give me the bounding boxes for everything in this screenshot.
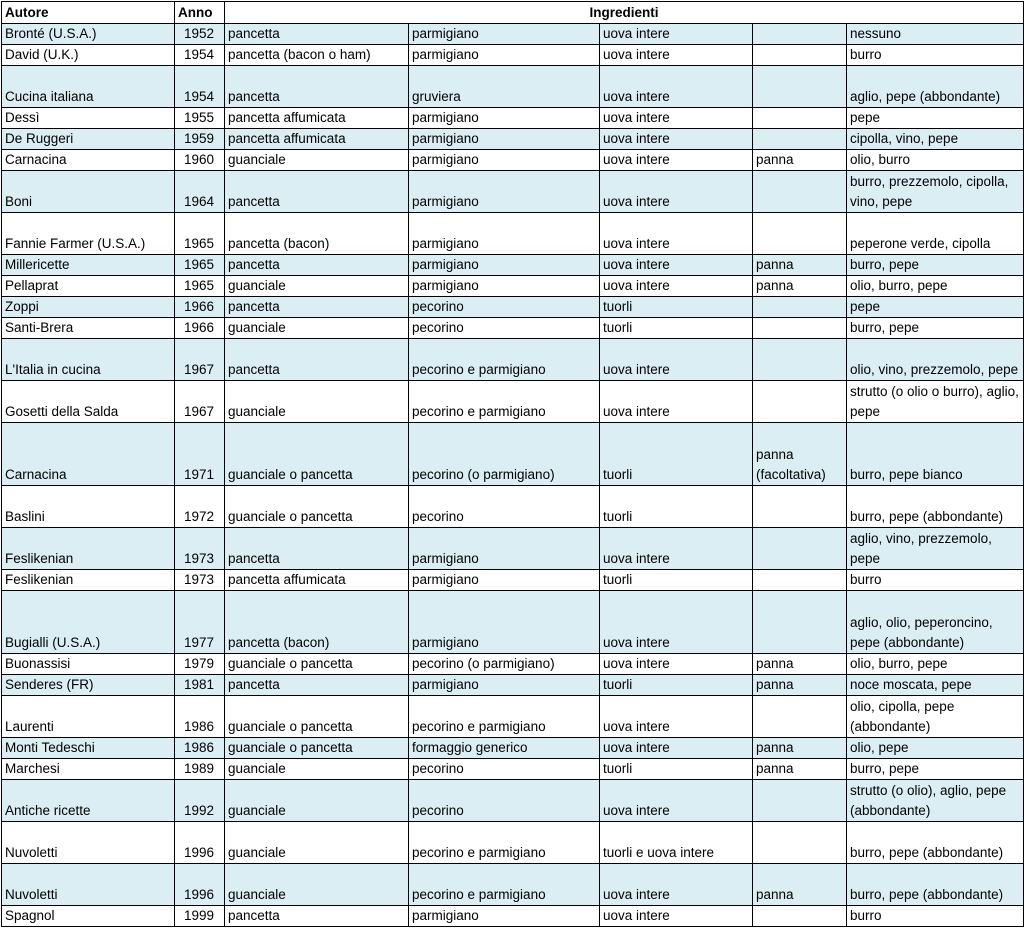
cell-altro: olio, cipolla, pepe (abbondante) [847,696,1024,738]
cell-anno: 1999 [175,906,225,927]
cell-carne: pancetta (bacon) [225,213,409,255]
cell-uova: uova intere [600,213,753,255]
table-row [2,171,1024,213]
cell-anno: 1954 [175,45,225,66]
table-row [2,780,1024,822]
cell-altro: noce moscata, pepe [847,675,1024,696]
cell-autore: Monti Tedeschi [2,738,175,759]
cell-carne: guanciale [225,150,409,171]
cell-panna [753,822,847,864]
cell-anno: 1955 [175,108,225,129]
cell-panna [753,66,847,108]
cell-carne: pancetta affumicata [225,570,409,591]
cell-formaggio: pecorino (o parmigiano) [409,654,600,675]
cell-anno: 1952 [175,24,225,45]
cell-anno: 1966 [175,318,225,339]
cell-uova: uova intere [600,906,753,927]
cell-carne: pancetta [225,339,409,381]
cell-autore: Baslini [2,486,175,528]
cell-panna: panna [753,759,847,780]
cell-uova: uova intere [600,528,753,570]
cell-formaggio: parmigiano [409,255,600,276]
cell-autore: Antiche ricette [2,780,175,822]
cell-panna: panna (facoltativa) [753,423,847,486]
table-row [2,66,1024,108]
cell-formaggio: parmigiano [409,213,600,255]
cell-formaggio: gruviera [409,66,600,108]
cell-panna [753,780,847,822]
cell-uova: uova intere [600,780,753,822]
table-row [2,108,1024,129]
cell-formaggio: parmigiano [409,24,600,45]
cell-autore: Marchesi [2,759,175,780]
cell-autore: Bugialli (U.S.A.) [2,591,175,654]
table-row [2,864,1024,906]
table-row [2,318,1024,339]
cell-panna: panna [753,738,847,759]
table-body [2,24,1024,927]
cell-uova: tuorli [600,486,753,528]
cell-uova: tuorli [600,297,753,318]
table-row [2,24,1024,45]
cell-anno: 1964 [175,171,225,213]
cell-formaggio: pecorino [409,297,600,318]
cell-formaggio: pecorino [409,759,600,780]
cell-uova: uova intere [600,381,753,423]
cell-uova: uova intere [600,591,753,654]
cell-panna [753,297,847,318]
cell-formaggio: pecorino e parmigiano [409,822,600,864]
table-row [2,297,1024,318]
cell-autore: De Ruggeri [2,129,175,150]
header-ingredienti: Ingredienti [225,2,1024,24]
cell-carne: pancetta [225,528,409,570]
cell-anno: 1954 [175,66,225,108]
cell-autore: Zoppi [2,297,175,318]
cell-autore: Gosetti della Salda [2,381,175,423]
cell-carne: pancetta [225,171,409,213]
cell-formaggio: parmigiano [409,906,600,927]
cell-uova: tuorli [600,570,753,591]
cell-carne: guanciale [225,318,409,339]
cell-altro: burro, pepe (abbondante) [847,822,1024,864]
cell-uova: tuorli [600,318,753,339]
cell-formaggio: pecorino [409,486,600,528]
cell-carne: guanciale [225,759,409,780]
cell-autore: Boni [2,171,175,213]
cell-autore: Carnacina [2,150,175,171]
header-row [2,2,1024,24]
cell-formaggio: parmigiano [409,108,600,129]
cell-panna: panna [753,654,847,675]
cell-altro: olio, burro, pepe [847,654,1024,675]
cell-uova: uova intere [600,738,753,759]
cell-anno: 1973 [175,570,225,591]
cell-anno: 1959 [175,129,225,150]
table-row [2,423,1024,486]
cell-anno: 1979 [175,654,225,675]
cell-altro: nessuno [847,24,1024,45]
cell-autore: Nuvoletti [2,822,175,864]
cell-altro: burro, pepe bianco [847,423,1024,486]
table-row [2,570,1024,591]
cell-panna [753,906,847,927]
cell-carne: pancetta (bacon o ham) [225,45,409,66]
table-row [2,528,1024,570]
cell-uova: uova intere [600,696,753,738]
cell-formaggio: pecorino e parmigiano [409,339,600,381]
cell-autore: Carnacina [2,423,175,486]
cell-uova: uova intere [600,45,753,66]
cell-altro: burro [847,906,1024,927]
cell-carne: pancetta [225,255,409,276]
cell-panna [753,45,847,66]
cell-carne: guanciale [225,276,409,297]
cell-altro: strutto (o olio), aglio, pepe (abbondante) [847,780,1024,822]
cell-anno: 1966 [175,297,225,318]
cell-panna [753,108,847,129]
cell-uova: tuorli [600,759,753,780]
table-row [2,906,1024,927]
cell-panna [753,696,847,738]
cell-panna [753,318,847,339]
table-row [2,675,1024,696]
cell-uova: uova intere [600,66,753,108]
cell-carne: guanciale [225,381,409,423]
cell-panna [753,171,847,213]
table-row [2,654,1024,675]
cell-altro: olio, burro, pepe [847,276,1024,297]
cell-formaggio: parmigiano [409,570,600,591]
table-row [2,381,1024,423]
cell-panna [753,339,847,381]
cell-panna [753,129,847,150]
cell-altro: burro, prezzemolo, cipolla, vino, pepe [847,171,1024,213]
cell-uova: uova intere [600,255,753,276]
cell-uova: uova intere [600,24,753,45]
table-row [2,822,1024,864]
table-row [2,738,1024,759]
cell-formaggio: pecorino [409,780,600,822]
cell-altro: aglio, pepe (abbondante) [847,66,1024,108]
cell-autore: Dessì [2,108,175,129]
cell-altro: cipolla, vino, pepe [847,129,1024,150]
cell-anno: 1977 [175,591,225,654]
cell-anno: 1986 [175,738,225,759]
cell-anno: 1967 [175,381,225,423]
cell-formaggio: parmigiano [409,591,600,654]
cell-panna [753,486,847,528]
cell-panna [753,24,847,45]
cell-uova: tuorli e uova intere [600,822,753,864]
cell-carne: guanciale [225,822,409,864]
cell-autore: Bronté (U.S.A.) [2,24,175,45]
header-anno: Anno [175,2,225,24]
cell-panna [753,591,847,654]
cell-autore: Fannie Farmer (U.S.A.) [2,213,175,255]
cell-autore: Laurenti [2,696,175,738]
cell-altro: olio, burro [847,150,1024,171]
cell-panna [753,528,847,570]
table-row [2,129,1024,150]
cell-anno: 1965 [175,276,225,297]
cell-altro: burro, pepe [847,318,1024,339]
cell-uova: tuorli [600,423,753,486]
cell-altro: burro, pepe (abbondante) [847,486,1024,528]
cell-anno: 1965 [175,255,225,276]
cell-autore: Santi-Brera [2,318,175,339]
cell-anno: 1981 [175,675,225,696]
cell-carne: guanciale o pancetta [225,486,409,528]
cell-anno: 1965 [175,213,225,255]
carbonara-recipes-table [1,1,1024,927]
cell-carne: pancetta (bacon) [225,591,409,654]
cell-carne: guanciale [225,780,409,822]
cell-carne: pancetta [225,297,409,318]
cell-formaggio: parmigiano [409,171,600,213]
cell-panna: panna [753,675,847,696]
cell-uova: uova intere [600,654,753,675]
cell-anno: 1996 [175,864,225,906]
cell-panna: panna [753,255,847,276]
table-row [2,486,1024,528]
cell-anno: 1972 [175,486,225,528]
table-row [2,255,1024,276]
cell-carne: guanciale o pancetta [225,423,409,486]
cell-anno: 1986 [175,696,225,738]
cell-autore: David (U.K.) [2,45,175,66]
table-row [2,591,1024,654]
cell-altro: pepe [847,108,1024,129]
cell-altro: aglio, olio, peperoncino, pepe (abbondante) [847,591,1024,654]
cell-altro: olio, vino, prezzemolo, pepe [847,339,1024,381]
cell-carne: pancetta affumicata [225,129,409,150]
cell-altro: burro [847,45,1024,66]
cell-formaggio: parmigiano [409,129,600,150]
cell-panna: panna [753,276,847,297]
cell-uova: uova intere [600,864,753,906]
cell-formaggio: parmigiano [409,150,600,171]
cell-altro: burro [847,570,1024,591]
cell-autore: Cucina italiana [2,66,175,108]
cell-carne: pancetta [225,675,409,696]
cell-anno: 1992 [175,780,225,822]
cell-autore: Buonassisi [2,654,175,675]
cell-autore: Spagnol [2,906,175,927]
cell-formaggio: parmigiano [409,276,600,297]
cell-altro: aglio, vino, prezzemolo, pepe [847,528,1024,570]
cell-formaggio: pecorino e parmigiano [409,381,600,423]
cell-autore: Feslikenian [2,570,175,591]
cell-formaggio: pecorino e parmigiano [409,696,600,738]
cell-carne: pancetta [225,66,409,108]
cell-altro: pepe [847,297,1024,318]
cell-carne: pancetta [225,24,409,45]
cell-panna: panna [753,150,847,171]
cell-formaggio: parmigiano [409,45,600,66]
cell-altro: burro, pepe [847,759,1024,780]
table-row [2,150,1024,171]
cell-carne: guanciale [225,864,409,906]
cell-altro: peperone verde, cipolla [847,213,1024,255]
cell-altro: strutto (o olio o burro), aglio, pepe [847,381,1024,423]
cell-autore: Senderes (FR) [2,675,175,696]
table-row [2,276,1024,297]
cell-autore: Millericette [2,255,175,276]
table-row [2,213,1024,255]
cell-uova: uova intere [600,171,753,213]
cell-uova: uova intere [600,339,753,381]
cell-formaggio: pecorino [409,318,600,339]
cell-anno: 1996 [175,822,225,864]
cell-altro: olio, pepe [847,738,1024,759]
cell-carne: pancetta [225,906,409,927]
cell-autore: L'Italia in cucina [2,339,175,381]
cell-anno: 1967 [175,339,225,381]
cell-formaggio: pecorino (o parmigiano) [409,423,600,486]
cell-anno: 1989 [175,759,225,780]
header-autore: Autore [2,2,175,24]
cell-panna [753,570,847,591]
cell-anno: 1973 [175,528,225,570]
cell-uova: uova intere [600,129,753,150]
cell-anno: 1960 [175,150,225,171]
cell-formaggio: parmigiano [409,675,600,696]
cell-formaggio: formaggio generico [409,738,600,759]
cell-autore: Feslikenian [2,528,175,570]
cell-formaggio: pecorino e parmigiano [409,864,600,906]
cell-formaggio: parmigiano [409,528,600,570]
cell-anno: 1971 [175,423,225,486]
cell-autore: Pellaprat [2,276,175,297]
cell-carne: pancetta affumicata [225,108,409,129]
cell-altro: burro, pepe [847,255,1024,276]
cell-panna [753,213,847,255]
cell-carne: guanciale o pancetta [225,738,409,759]
cell-carne: guanciale o pancetta [225,654,409,675]
cell-uova: uova intere [600,276,753,297]
table-row [2,339,1024,381]
cell-uova: uova intere [600,108,753,129]
cell-panna: panna [753,864,847,906]
table-row [2,759,1024,780]
cell-altro: burro, pepe (abbondante) [847,864,1024,906]
cell-autore: Nuvoletti [2,864,175,906]
table-row [2,696,1024,738]
cell-uova: uova intere [600,150,753,171]
cell-panna [753,381,847,423]
table-row [2,45,1024,66]
cell-carne: guanciale o pancetta [225,696,409,738]
cell-uova: tuorli [600,675,753,696]
